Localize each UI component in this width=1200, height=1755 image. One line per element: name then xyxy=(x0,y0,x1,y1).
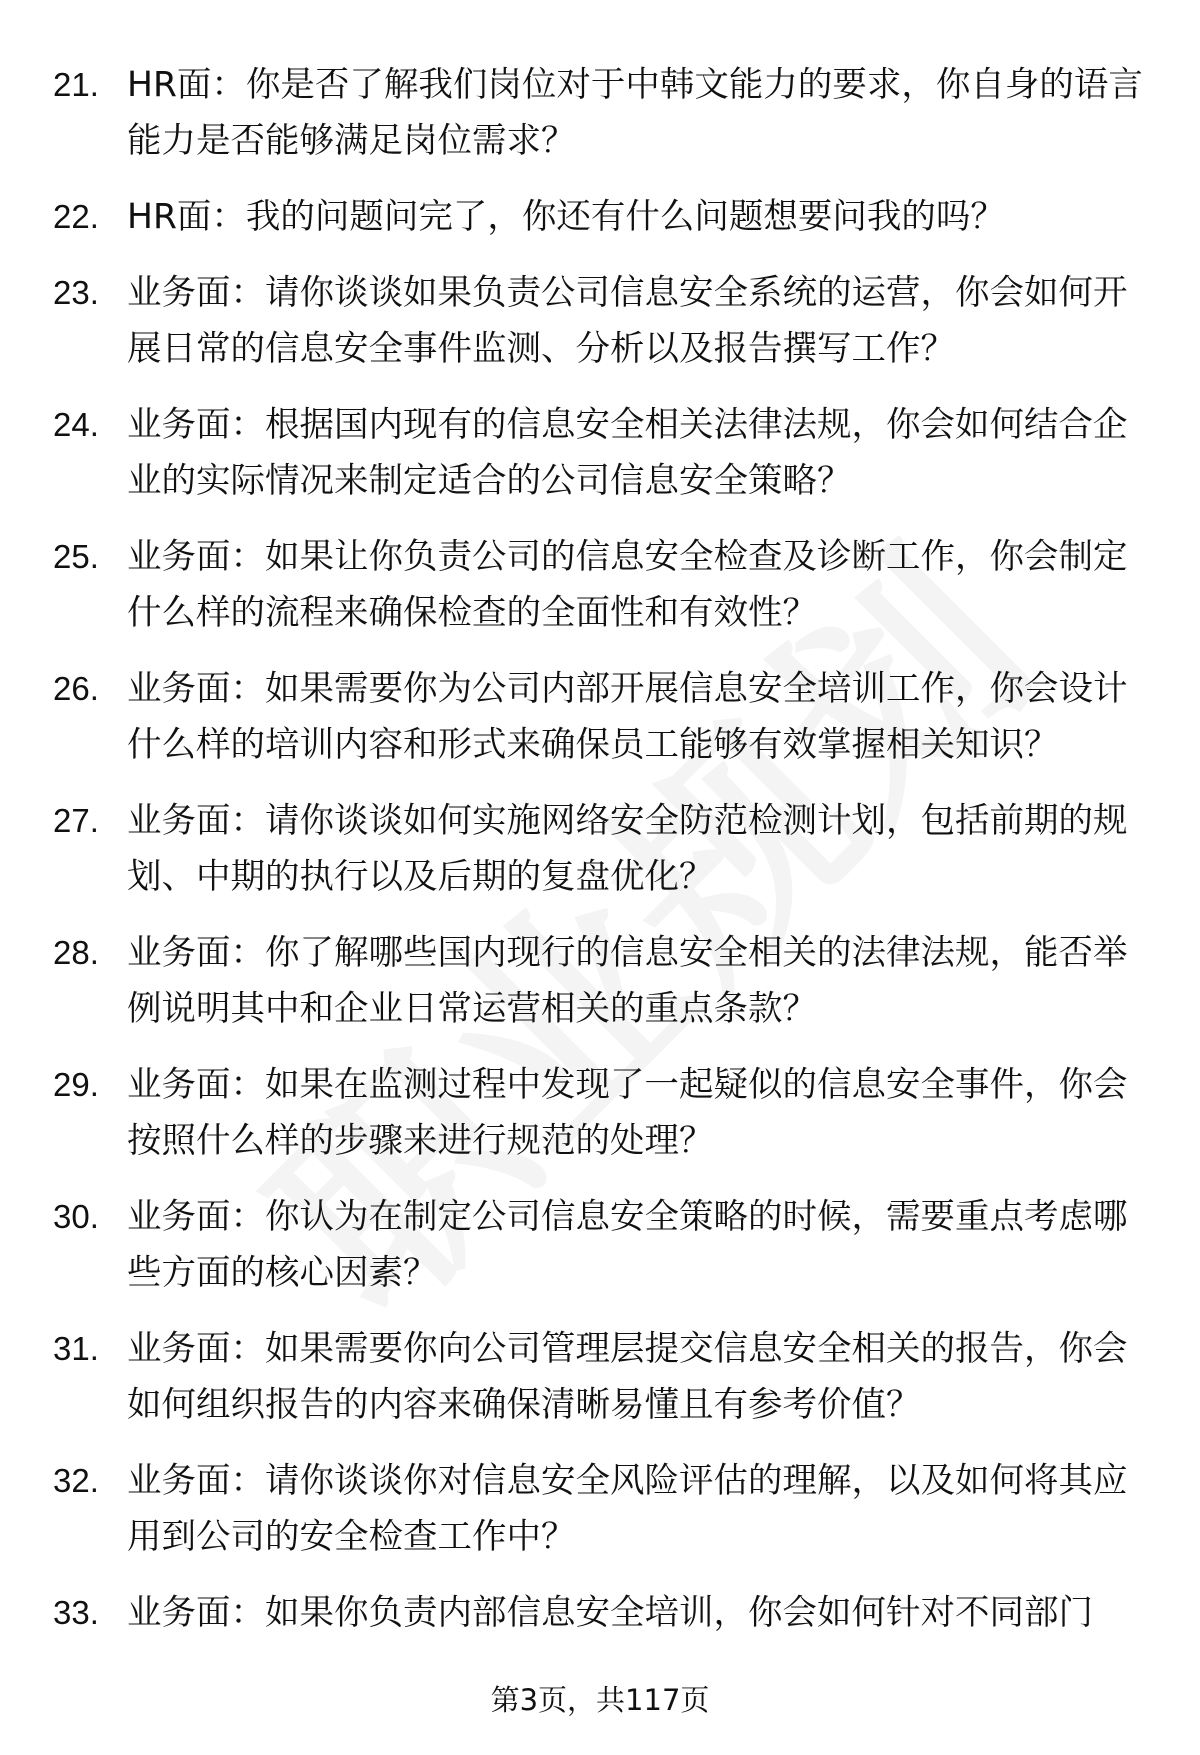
question-text: 业务面：如果需要你为公司内部开展信息安全培训工作，你会设计什么样的培训内容和形式来确保员工能够有效掌握相关知识？ xyxy=(127,669,1128,765)
question-number: 23. xyxy=(53,274,99,311)
question-number: 21. xyxy=(53,66,99,103)
question-number: 33. xyxy=(53,1594,99,1631)
question-item xyxy=(0,1453,1200,1585)
question-item xyxy=(0,1321,1200,1453)
question-text: HR面：我的问题问完了，你还有什么问题想要问我的吗？ xyxy=(127,197,1005,237)
question-number: 32. xyxy=(53,1462,99,1499)
question-text: 业务面：请你谈谈如何实施网络安全防范检测计划，包括前期的规划、中期的执行以及后期的复盘优化？ xyxy=(127,801,1128,897)
question-item xyxy=(0,265,1200,397)
question-item xyxy=(0,529,1200,661)
page-footer: 第3页，共117页 xyxy=(490,1683,710,1717)
question-item xyxy=(0,1585,1200,1653)
question-number: 31. xyxy=(53,1330,99,1367)
question-text: 业务面：根据国内现有的信息安全相关法律法规，你会如何结合企业的实际情况来制定适合的公司信息安全策略？ xyxy=(127,405,1128,501)
question-item xyxy=(0,189,1200,265)
question-number: 29. xyxy=(53,1066,99,1103)
question-text: 业务面：如果需要你向公司管理层提交信息安全相关的报告，你会如何组织报告的内容来确保清晰易懂且有参考价值？ xyxy=(127,1329,1128,1425)
question-text: 业务面：请你谈谈你对信息安全风险评估的理解，以及如何将其应用到公司的安全检查工作中？ xyxy=(127,1461,1128,1557)
question-item xyxy=(0,661,1200,793)
question-number: 25. xyxy=(53,538,99,575)
question-text: HR面：你是否了解我们岗位对于中韩文能力的要求，你自身的语言能力是否能够满足岗位需求？ xyxy=(127,65,1143,161)
question-text: 业务面：如果你负责内部信息安全培训，你会如何针对不同部门 xyxy=(127,1593,1093,1633)
question-number: 28. xyxy=(53,934,99,971)
question-item xyxy=(0,57,1200,189)
question-item xyxy=(0,397,1200,529)
question-text: 业务面：如果让你负责公司的信息安全检查及诊断工作，你会制定什么样的流程来确保检查的全面性和有效性？ xyxy=(127,537,1128,633)
question-text: 业务面：如果在监测过程中发现了一起疑似的信息安全事件，你会按照什么样的步骤来进行规范的处理？ xyxy=(127,1065,1128,1161)
question-number: 26. xyxy=(53,670,99,707)
question-number: 22. xyxy=(53,198,99,235)
question-item xyxy=(0,1057,1200,1189)
question-item xyxy=(0,1189,1200,1321)
question-text: 业务面：你认为在制定公司信息安全策略的时候，需要重点考虑哪些方面的核心因素？ xyxy=(127,1197,1128,1293)
question-item xyxy=(0,925,1200,1057)
question-text: 业务面：你了解哪些国内现行的信息安全相关的法律法规，能否举例说明其中和企业日常运营相关的重点条款？ xyxy=(127,933,1128,1029)
question-list xyxy=(0,57,1200,1653)
question-number: 24. xyxy=(53,406,99,443)
question-text: 业务面：请你谈谈如果负责公司信息安全系统的运营，你会如何开展日常的信息安全事件监测、分析以及报告撰写工作？ xyxy=(127,273,1128,369)
question-item xyxy=(0,793,1200,925)
question-number: 30. xyxy=(53,1198,99,1235)
question-number: 27. xyxy=(53,802,99,839)
